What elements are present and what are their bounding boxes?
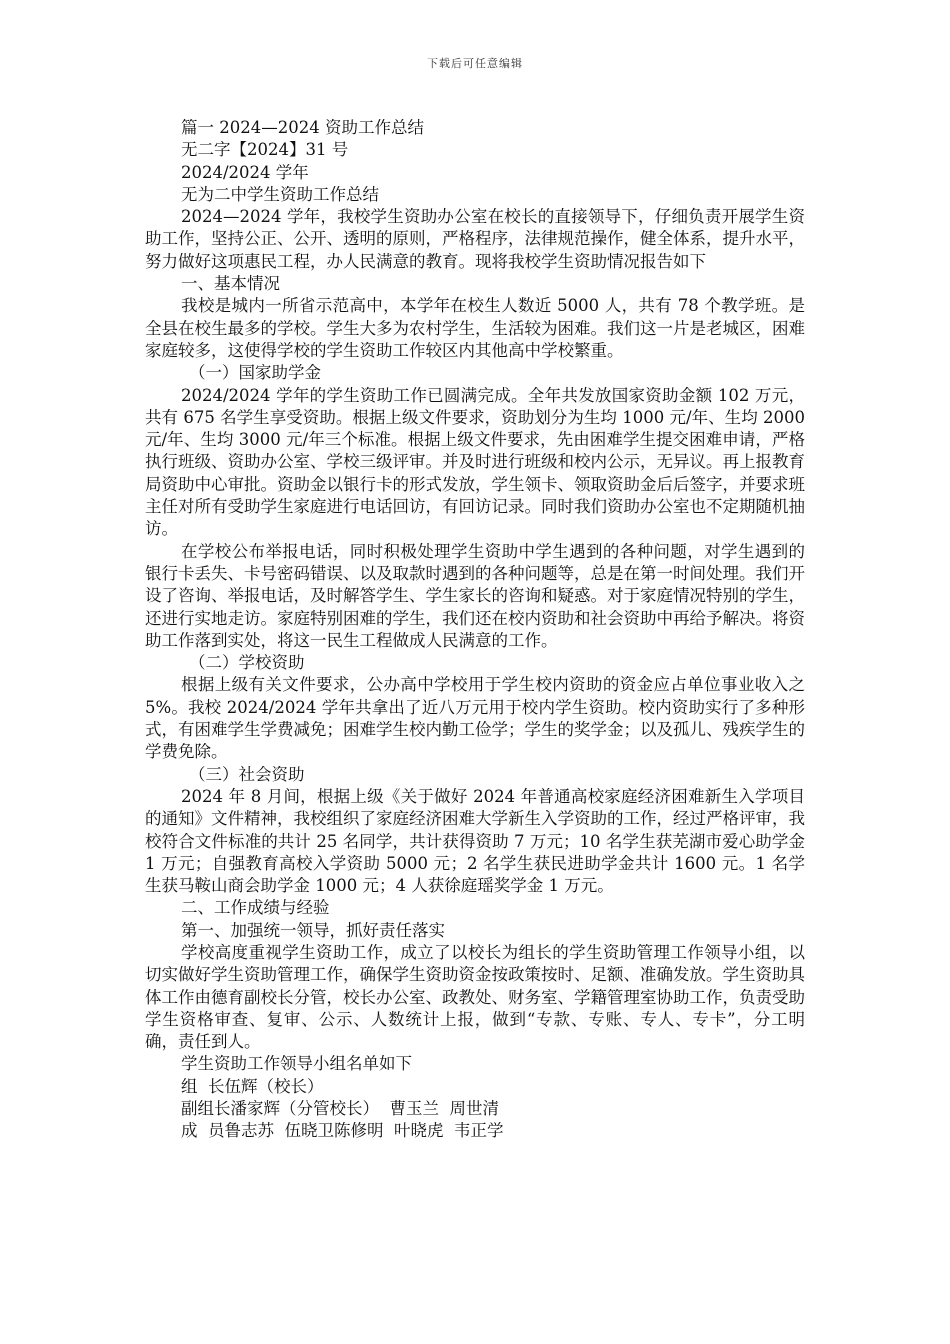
doc-title-line: 篇一 2024—2024 资助工作总结 <box>181 118 424 137</box>
page-header-note: 下载后可任意编辑 <box>427 57 523 70</box>
document-body <box>145 117 805 1143</box>
roster-deputy: 副组长潘家辉（分管校长） 曹玉兰 周世清 <box>181 1099 499 1119</box>
school-year: 2024/2024 学年 <box>181 162 309 182</box>
section1-heading: 一、基本情况 <box>181 274 280 294</box>
doc-number: 无二字【2024】31 号 <box>181 140 349 160</box>
point1-heading: 第一、加强统一领导，抓好责任落实 <box>181 920 445 940</box>
sub1-paragraph-1: 2024/2024 学年的学生资助工作已圆满完成。全年共发放国家资助金额 102 万元，共有 675 名学生享受资助。根据上级文件要求，资助划分为生均 1000 元/年、生均 2000 元/年、生均 3000 元/年三个标准。根据上级文件要求，先由困难学生提交困难申请，严格执行班级、资助办公室、学校三级评审。并及时进行班级和校内公示，无异议。再上报教育局资助中心审批。资助金以银行卡的形式发放，学生领卡、领取资助金后后签字，并要求班主任对所有受助学生家庭进行电话回访，有回访记录。同时我们资助办公室也不定期随机抽访。 <box>145 385 805 539</box>
sub1-heading: （一）国家助学金 <box>189 363 321 383</box>
sub1-paragraph-2: 在学校公布举报电话，同时积极处理学生资助中学生遇到的各种问题，对学生遇到的银行卡丢失、卡号密码错误、以及取款时遇到的各种问题等，总是在第一时间处理。我们开设了咨询、举报电话，及时解答学生、学生家长的咨询和疑惑。对于家庭情况特别的学生，还进行实地走访。家庭特别困难的学生，我们还在校内资助和社会资助中再给予解决。将资助工作落到实处，将这一民生工程做成人民满意的工作。 <box>145 541 805 650</box>
sub2-paragraph: 根据上级有关文件要求，公办高中学校用于学生校内资助的资金应占单位事业收入之 5%。我校 2024/2024 学年共拿出了近八万元用于校内学生资助。校内资助实行了多种形式，有困难学生学费减免；困难学生校内勤工俭学；学生的奖学金；以及孤儿、残疾学生的学费免除。 <box>145 675 805 762</box>
point1-paragraph: 学校高度重视学生资助工作，成立了以校长为组长的学生资助管理工作领导小组，以切实做好学生资助管理工作，确保学生资助资金按政策按时、足额、准确发放。学生资助具体工作由德育副校长分管，校长办公室、政教处、财务室、学籍管理室协助工作，负责受助学生资格审查、复审、公示、人数统计上报，做到“专款、专账、专人、专卡”，分工明确，责任到人。 <box>145 942 805 1052</box>
section2-heading: 二、工作成绩与经验 <box>181 898 330 918</box>
intro-paragraph: 2024—2024 学年，我校学生资助办公室在校长的直接领导下，仔细负责开展学生资助工作，坚持公正、公开、透明的原则，严格程序，法律规范操作，健全体系，提升水平，努力做好这项惠民工程，办人民满意的教育。现将我校学生资助情况报告如下 <box>145 207 805 271</box>
roster-intro: 学生资助工作领导小组名单如下 <box>181 1054 412 1074</box>
section1-paragraph: 我校是城内一所省示范高中，本学年在校生人数近 5000 人，共有 78 个教学班。是全县在校生最多的学校。学生大多为农村学生，生活较为困难。我们这一片是老城区，困难家庭较多，这使得学校的学生资助工作较区内其他高中学校繁重。 <box>145 296 805 360</box>
sub3-heading: （三）社会资助 <box>189 764 305 784</box>
sub2-heading: （二）学校资助 <box>189 653 305 673</box>
sub3-paragraph: 2024 年 8 月间，根据上级《关于做好 2024 年普通高校家庭经济困难新生入学项目的通知》文件精神，我校组织了家庭经济困难大学新生入学资助的工作，经过严格评审，我校符合文件标准的共计 25 名同学，共计获得资助 7 万元；10 名学生获芜湖市爱心助学金 1 万元；自强教育高校入学资助 5000 元；2 名学生获民进助学金共计 1600 元。1 名学生获马鞍山商会助学金 1000 元；4 人获徐庭瑶奖学金 1 万元。 <box>145 786 805 896</box>
report-title: 无为二中学生资助工作总结 <box>181 184 379 204</box>
roster-leader: 组 长伍辉（校长） <box>181 1076 324 1096</box>
roster-members: 成 员鲁志苏 伍晓卫陈修明 叶晓虎 韦正学 <box>181 1121 504 1141</box>
